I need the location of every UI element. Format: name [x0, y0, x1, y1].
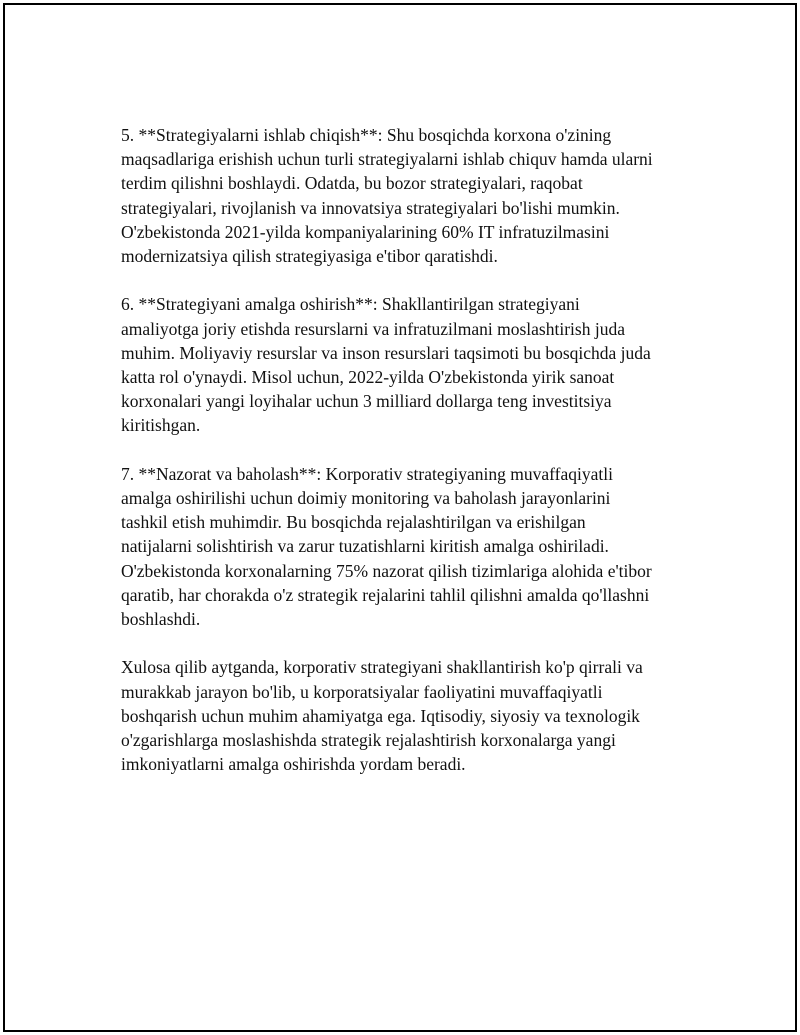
paragraph-control-evaluation: [121, 462, 696, 631]
text-line: o'zgarishlarga moslashishda strategik rejalashtirish korxonalarga yangi: [121, 730, 616, 751]
text-line: qaratib, har chorakda o'z strategik rejalarini tahlil qilishni amalda qo'llashni: [121, 584, 650, 605]
paragraph-strategy-development: [121, 123, 696, 268]
text-line: Xulosa qilib aytganda, korporativ strategiyani shakllantirish ko'p qirrali va: [121, 657, 643, 678]
text-line: 5. **Strategiyalarni ishlab chiqish**: Shu bosqichda korxona o'zining: [121, 125, 612, 145]
text-line: 6. **Strategiyani amalga oshirish**: Shakllantirilgan strategiyani: [121, 294, 580, 315]
text-line: natijalarni solishtirish va zarur tuzatishlarni kiritish amalga oshiriladi.: [121, 536, 609, 557]
paragraph-conclusion: [121, 655, 696, 776]
paragraph-strategy-implementation: [121, 292, 696, 437]
text-line: 7. **Nazorat va baholash**: Korporativ strategiyaning muvaffaqiyatli: [121, 463, 613, 484]
text-line: katta rol o'ynaydi. Misol uchun, 2022-yilda O'zbekistonda yirik sanoat: [121, 367, 615, 388]
text-line: modernizatsiya qilish strategiyasiga e'tibor qaratishdi.: [121, 246, 498, 267]
document-body: [121, 123, 696, 801]
text-line: kiritishgan.: [121, 415, 201, 436]
text-line: terdim qilishni boshlaydi. Odatda, bu bozor strategiyalari, raqobat: [121, 173, 583, 194]
text-line: strategiyalari, rivojlanish va innovatsiya strategiyalari bo'lishi mumkin.: [121, 197, 620, 218]
text-line: korxonalari yangi loyihalar uchun 3 milliard dollarga teng investitsiya: [121, 391, 612, 412]
text-line: boshqarish uchun muhim ahamiyatga ega. Iqtisodiy, siyosiy va texnologik: [121, 705, 640, 726]
text-line: amaliyotga joriy etishda resurslarni va infratuzilmani moslashtirish juda: [121, 318, 625, 339]
text-line: tashkil etish muhimdir. Bu bosqichda rejalashtirilgan va erishilgan: [121, 512, 586, 533]
text-line: boshlashdi.: [121, 609, 201, 630]
text-line: imkoniyatlarni amalga oshirishda yordam beradi.: [121, 754, 466, 775]
document-page: [3, 3, 797, 1032]
text-line: O'zbekistonda korxonalarning 75% nazorat qilish tizimlariga alohida e'tibor: [121, 560, 652, 581]
text-line: murakkab jarayon bo'lib, u korporatsiyalar faoliyatini muvaffaqiyatli: [121, 681, 603, 702]
text-line: muhim. Moliyaviy resurslar va inson resurslari taqsimoti bu bosqichda juda: [121, 342, 651, 363]
text-line: amalga oshirilishi uchun doimiy monitoring va baholash jarayonlarini: [121, 488, 611, 509]
text-line: maqsadlariga erishish uchun turli strategiyalarni ishlab chiquv hamda ularni: [121, 149, 653, 170]
text-line: O'zbekistonda 2021-yilda kompaniyalarining 60% IT infratuzilmasini: [121, 221, 610, 242]
